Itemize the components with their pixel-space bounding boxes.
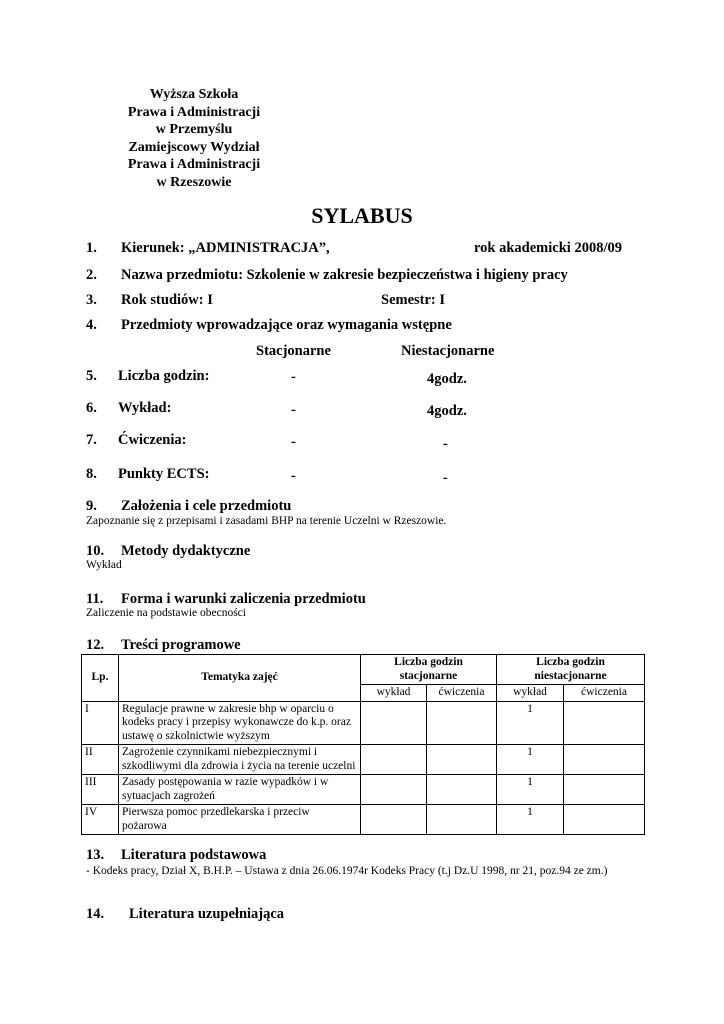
hours-row-niestac: - [443,470,448,486]
table-row [82,745,645,775]
hours-row-stac: - [291,468,296,484]
section-10-text: Wykład [86,559,122,571]
hours-row-stac: - [291,402,296,418]
section-10-title: Metody dydaktyczne [121,543,251,559]
row-niestac-cwiczenia [564,775,645,805]
row-topic: Zagrożenie czynnikami niebezpiecznymi i szkodliwymi dla zdrowia i życia na terenie uczelni [119,745,361,775]
header-line: Wyższa Szkoła [149,87,239,102]
table-row [82,775,645,805]
header-hours-stac: Liczba godzin stacjonarne [361,655,497,685]
section-14-number: 14. [86,906,105,922]
header-line: w Rzeszowie [156,174,232,190]
table-row [82,701,645,745]
item-2-label: Nazwa przedmiotu: Szkolenie w zakresie bezpieczeństwa i higieny pracy [121,267,568,283]
section-9-text: Zapoznanie się z przepisami i zasadami BHP na terenie Uczelni w Rzeszowie. [86,515,447,527]
program-table [81,654,645,835]
row-niestac-wyklad: 1 [497,701,564,745]
hours-row-number: 8. [86,466,97,482]
row-topic: Pierwsza pomoc przedlekarska i przeciw pożarowa [119,805,361,835]
hours-row-number: 5. [86,368,97,384]
section-9-title: Założenia i cele przedmiotu [121,498,292,514]
header-lp: Lp. [82,655,119,702]
item-2-number: 2. [86,267,97,283]
header-line: Zamiejscowy Wydział [128,139,260,155]
header-topic: Tematyka zajęć [119,655,361,702]
header-wyklad: wykład [361,685,427,702]
row-niestac-wyklad: 1 [497,775,564,805]
item-1-label: Kierunek: „ADMINISTRACJA”, [121,240,330,256]
row-niestac-cwiczenia [564,745,645,775]
row-lp: II [82,745,119,775]
hours-row-label: Liczba godzin: [118,368,210,384]
section-11-text: Zaliczenie na podstawie obecności [86,607,246,619]
section-14-title: Literatura uzupełniająca [129,906,285,922]
institution-header [100,86,288,191]
row-lp: I [82,701,119,745]
academic-year: rok akademicki 2008/09 [474,240,622,256]
row-stac-cwiczenia [427,701,497,745]
row-stac-wyklad [361,745,427,775]
row-niestac-cwiczenia [564,805,645,835]
hours-row-stac: - [291,434,296,450]
section-13-title: Literatura podstawowa [121,847,267,863]
hours-row-niestac: 4godz. [427,371,467,387]
hours-row-number: 7. [86,432,97,448]
section-11-number: 11. [86,591,104,607]
hours-row-number: 6. [86,400,97,416]
hours-row-label: Ćwiczenia: [118,432,187,448]
row-stac-cwiczenia [427,805,497,835]
row-lp: IV [82,805,119,835]
row-stac-wyklad [361,805,427,835]
semester: Semestr: I [381,292,446,308]
section-12-number: 12. [86,637,105,653]
row-topic: Regulacje prawne w zakresie bhp w oparciu o kodeks pracy i przepisy wykonawcze do k.p. oraz ustawę o szkolnictwie wyższym [119,701,361,745]
row-topic: Zasady postępowania w razie wypadków i w sytuacjach zagrożeń [119,775,361,805]
hours-row-niestac: 4godz. [427,403,467,419]
section-13-number: 13. [86,847,105,863]
hours-row-niestac: - [443,436,448,452]
item-1-number: 1. [86,240,97,256]
header-line: Prawa i Administracji [127,157,261,172]
item-3-label: Rok studiów: I [121,292,213,308]
hours-row-label: Punkty ECTS: [118,466,210,482]
header-line: w Przemyślu [155,122,233,137]
row-lp: III [82,775,119,805]
row-stac-wyklad [361,775,427,805]
section-13-text: - Kodeks pracy, Dział X, B.H.P. – Ustawa z dnia 26.06.1974r Kodeks Pracy (t.j Dz.U 1998, nr 21, poz.94 ze zm.) [86,865,608,877]
row-stac-cwiczenia [427,775,497,805]
column-stacjonarne: Stacjonarne [256,343,331,359]
row-niestac-wyklad: 1 [497,805,564,835]
table-row [82,805,645,835]
row-stac-cwiczenia [427,745,497,775]
column-niestacjonarne: Niestacjonarne [401,343,495,359]
page-title: SYLABUS [311,203,413,228]
row-stac-wyklad [361,701,427,745]
hours-row-stac: - [291,369,296,385]
section-9-number: 9. [86,498,97,514]
section-10-number: 10. [86,543,105,559]
row-niestac-cwiczenia [564,701,645,745]
header-cwiczenia: ćwiczenia [427,685,497,702]
header-hours-niestac: Liczba godzin niestacjonarne [497,655,645,685]
item-4-number: 4. [86,317,97,333]
row-niestac-wyklad: 1 [497,745,564,775]
header-wyklad: wykład [497,685,564,702]
section-11-title: Forma i warunki zaliczenia przedmiotu [121,591,366,607]
section-12-title: Treści programowe [121,637,241,653]
header-cwiczenia: ćwiczenia [564,685,645,702]
item-4-label: Przedmioty wprowadzające oraz wymagania wstępne [121,317,452,333]
item-3-number: 3. [86,292,97,308]
hours-row-label: Wykład: [118,400,172,416]
header-line: Prawa i Administracji [127,104,261,120]
